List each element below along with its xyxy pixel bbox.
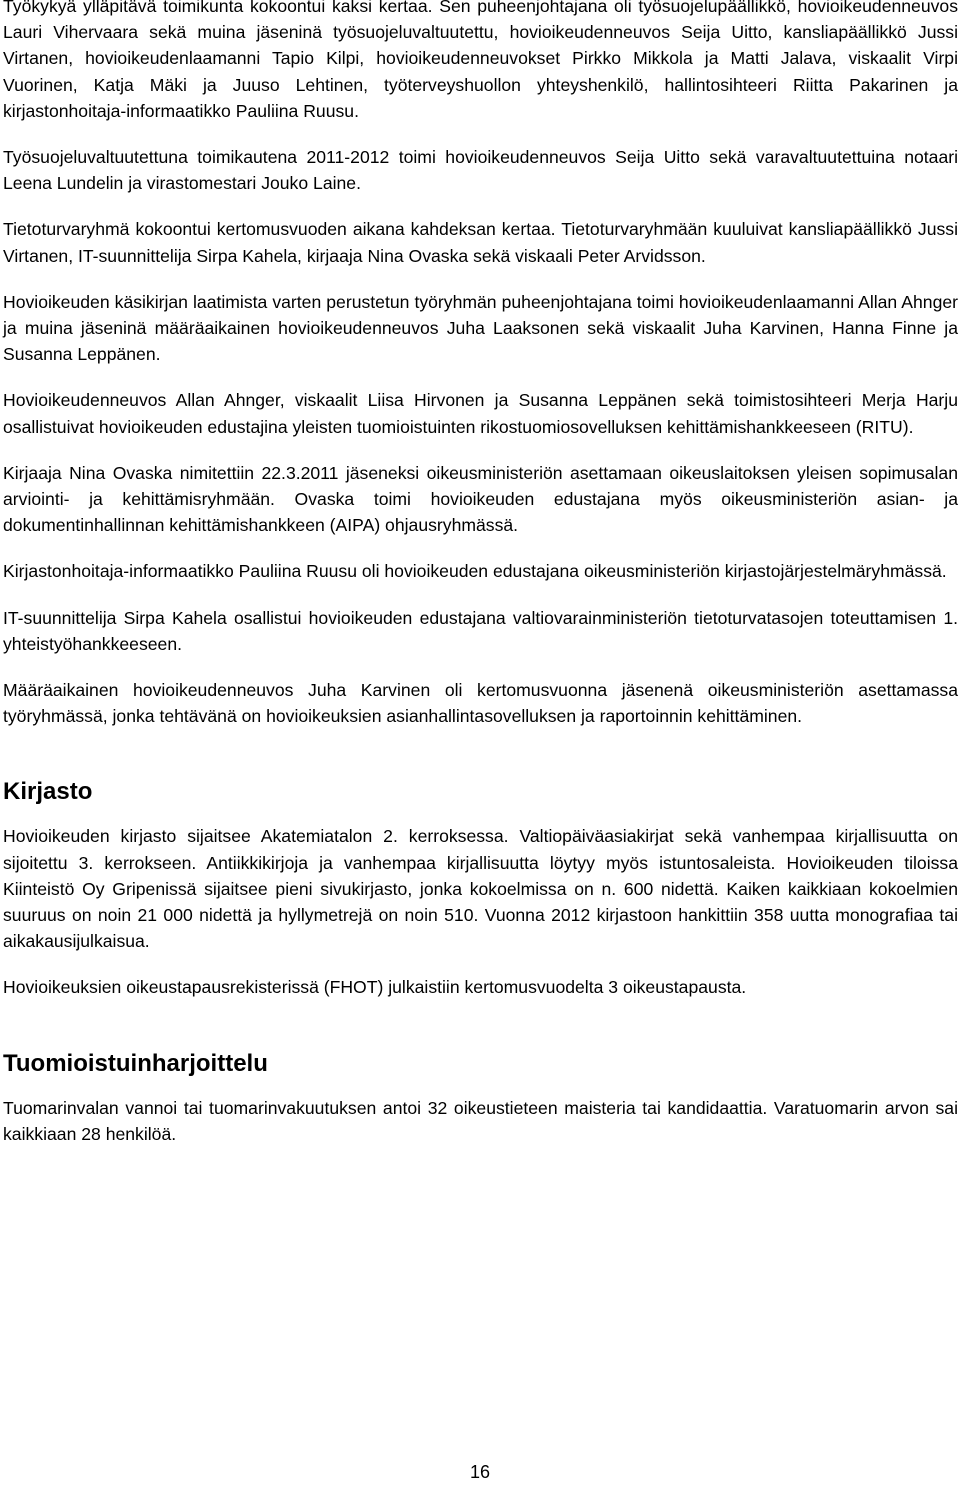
section-tuomioistuinharjoittelu: [3, 1049, 958, 1147]
paragraph-fhot: Hovioikeuksien oikeustapausrekisterissä (FHOT) julkaistiin kertomusvuodelta 3 oikeustapausta.: [3, 977, 747, 998]
section-heading-tuomioistuinharjoittelu: Tuomioistuinharjoittelu: [3, 1049, 268, 1077]
paragraph-kirjastojarjestelmaryhma: Kirjastonhoitaja-informaatikko Pauliina Ruusu oli hovioikeuden edustajana oikeusministeriön kirjastojärjestelmäryhmässä.: [3, 561, 947, 582]
document-page: [3, 0, 958, 1167]
paragraph-asianhallinta-tyoryhma: Määräaikainen hovioikeudenneuvos Juha Karvinen oli kertomusvuonna jäsenenä oikeusministeriön asettamassa työryhmässä, jonka tehtävänä on hovioikeuksien asianhallintasovelluksen ja raportoinnin kehittäminen.: [3, 680, 958, 727]
paragraph-tyokyky-toimikunta: Työkykyä ylläpitävä toimikunta kokoontui kaksi kertaa. Sen puheenjohtajana oli työsuojelupäällikkö, hovioikeudenneuvos Lauri Vihervaara sekä muina jäseninä työsuojeluvaltuutettu, hovioikeudenneuvos Seija Uitto, kansliapäällikkö Jussi Virtanen, hovioikeudenlaamanni Tapio Kilpi, hovioikeudenneuvokset Pirkko Mikkola ja Matti Jalava, viskaalit Virpi Vuorinen, Katja Mäki ja Juuso Lehtinen, työterveyshuollon yhteyshenkilö, hallintosihteeri Riitta Pakarinen ja kirjastonhoitaja-informaatikko Pauliina Ruusu.: [3, 0, 958, 121]
section-heading-kirjasto: Kirjasto: [3, 778, 93, 806]
paragraph-ovaska-nimitys: Kirjaaja Nina Ovaska nimitettiin 22.3.2011 jäseneksi oikeusministeriön asettamaan oikeuslaitoksen yleisen sopimusalan arviointi- ja kehittämisryhmään. Ovaska toimi hovioikeuden edustajana myös oikeusministeriön asian- ja dokumentinhallinnan kehittämishankkeen (AIPA) ohjausryhmässä.: [3, 462, 958, 536]
intro-section: [3, 0, 958, 729]
section-kirjasto: [3, 777, 958, 1000]
paragraph-kasikirja-tyoryhma: Hovioikeuden käsikirjan laatimista varten perustetun työryhmän puheenjohtajana toimi hovioikeudenlaamanni Allan Ahnger ja muina jäseninä määräaikainen hovioikeudenneuvos Juha Laaksonen sekä viskaalit Juha Karvinen, Hanna Finne ja Susanna Leppänen.: [3, 291, 958, 365]
page-number: 16: [469, 1462, 491, 1482]
paragraph-tietoturvaryhma: Tietoturvaryhmä kokoontui kertomusvuoden aikana kahdeksan kertaa. Tietoturvaryhmään kuuluivat kansliapäällikkö Jussi Virtanen, IT-suunnittelija Sirpa Kahela, kirjaaja Nina Ovaska sekä viskaali Peter Arvidsson.: [3, 219, 958, 266]
paragraph-tietoturvatasot: IT-suunnittelija Sirpa Kahela osallistui hovioikeuden edustajana valtiovarainministeriön tietoturvatasojen toteuttamisen 1. yhteistyöhankkeeseen.: [3, 607, 958, 654]
paragraph-ritu-hanke: Hovioikeudenneuvos Allan Ahnger, viskaalit Liisa Hirvonen ja Susanna Leppänen sekä toimistosihteeri Merja Harju osallistuivat hovioikeuden edustajina yleisten tuomioistuinten rikostuomiosovelluksen kehittämishankkeeseen (RITU).: [3, 390, 958, 437]
paragraph-kirjasto-sijainti: Hovioikeuden kirjasto sijaitsee Akatemiatalon 2. kerroksessa. Valtiopäiväasiakirjat sekä vanhempaa kirjallisuutta on sijoitettu 3. kerrokseen. Antiikkikirjoja ja vanhempaa kirjallisuutta löytyy myös istuntosaleista. Hovioikeuden tiloissa Kiinteistö Oy Gripenissä sijaitsee pieni sivukirjasto, jonka kokoelmissa on n. 600 nidettä. Kaiken kaikkiaan kokoelmien suuruus on noin 21 000 nidettä ja hyllymetrejä on noin 510. Vuonna 2012 kirjastoon hankittiin 358 uutta monografiaa tai aikakausijulkaisua.: [3, 826, 958, 952]
paragraph-tuomarinvala: Tuomarinvalan vannoi tai tuomarinvakuutuksen antoi 32 oikeustieteen maisteria tai kandidaattia. Varatuomarin arvon sai kaikkiaan 28 henkilöä.: [3, 1097, 958, 1144]
paragraph-tyosuojeluvaltuutettu: Työsuojeluvaltuutettuna toimikautena 2011-2012 toimi hovioikeudenneuvos Seija Uitto sekä varavaltuutettuina notaari Leena Lundelin ja virastomestari Jouko Laine.: [3, 147, 958, 194]
